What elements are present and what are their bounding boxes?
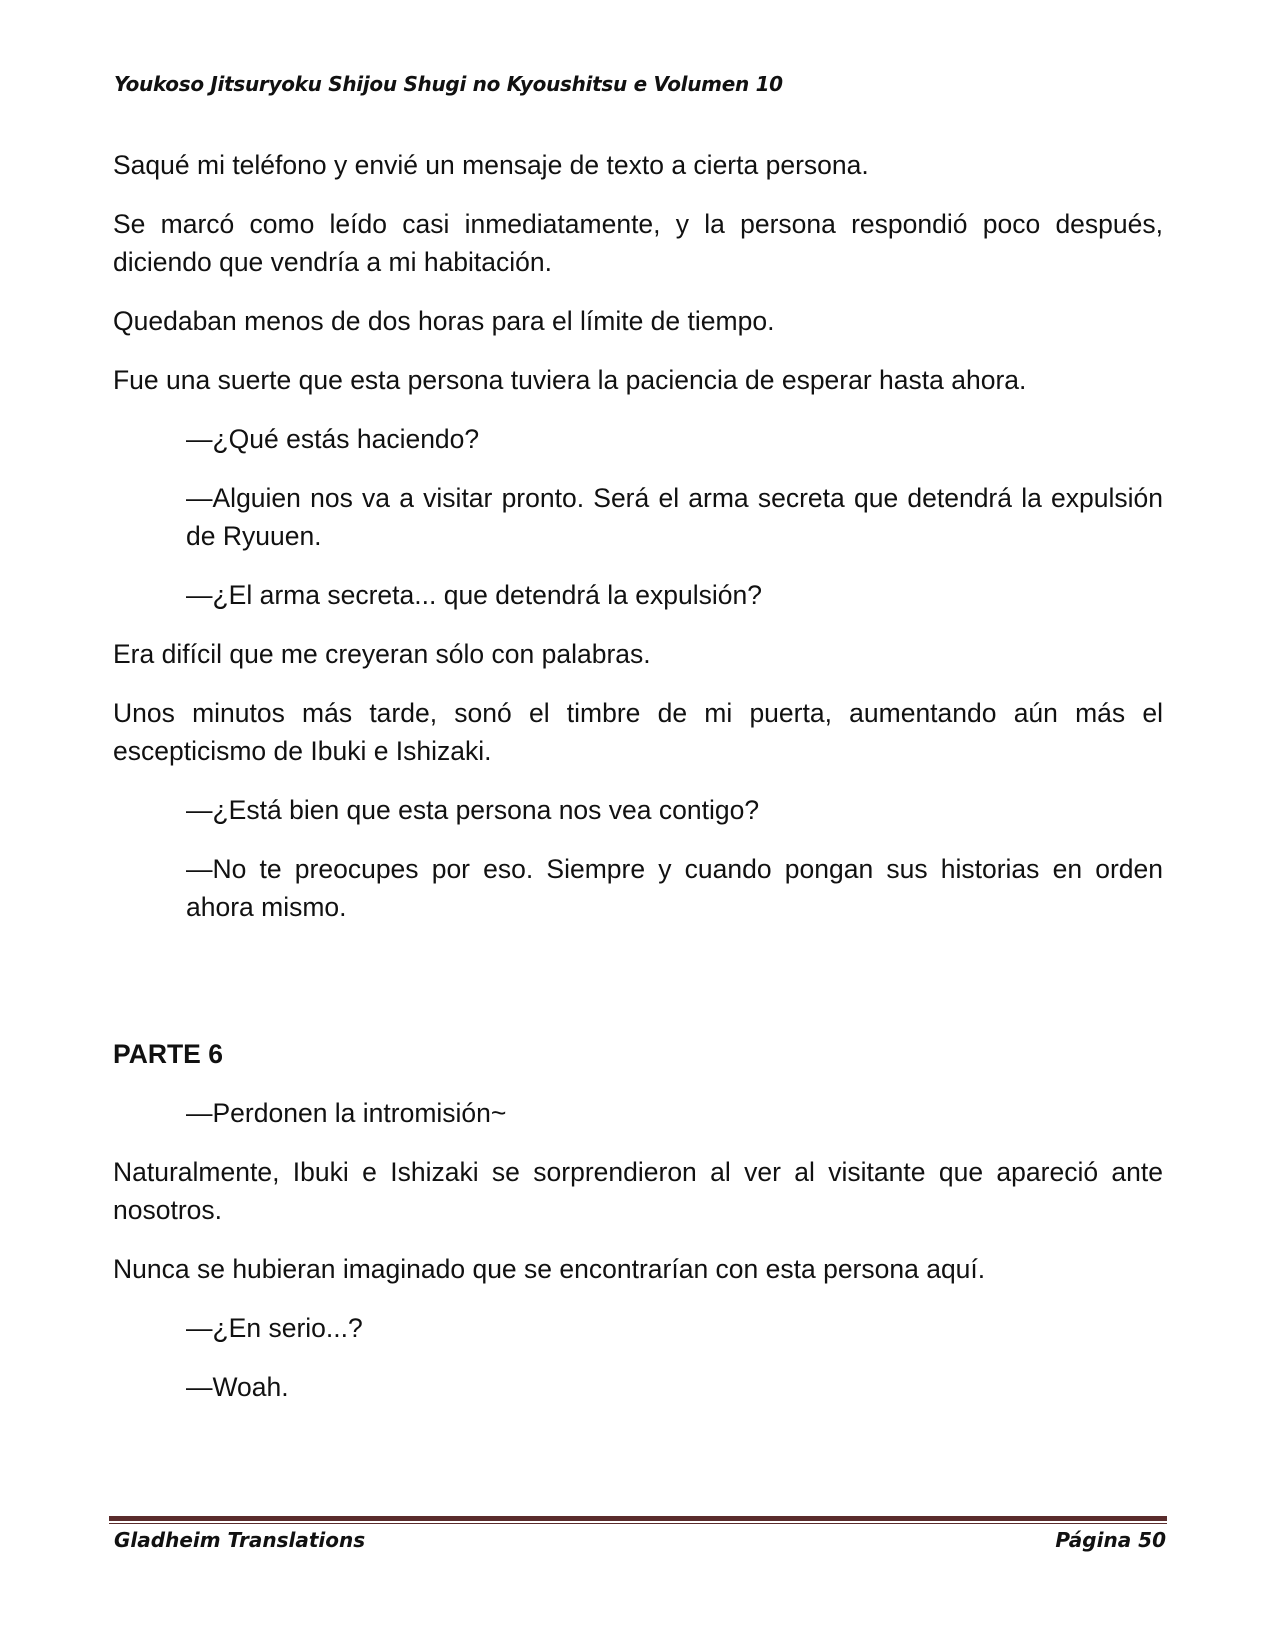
dialogue-line: —Alguien nos va a visitar pronto. Será el arma secreta que detendrá la expulsión de Ryuuen. (186, 483, 1163, 551)
page-number: Página 50 (1055, 1528, 1166, 1552)
dialogue-line: —¿Está bien que esta persona nos vea contigo? (186, 795, 760, 825)
dialogue-line: —Woah. (186, 1372, 289, 1402)
document-body (113, 146, 1163, 1427)
paragraph: Era difícil que me creyeran sólo con palabras. (113, 639, 651, 669)
dialogue-line: —¿En serio...? (186, 1313, 363, 1343)
section-spacer (113, 947, 1163, 1035)
paragraph: Quedaban menos de dos horas para el límite de tiempo. (113, 306, 775, 336)
dialogue-line: —¿Qué estás haciendo? (186, 424, 480, 454)
paragraph: Fue una suerte que esta persona tuviera la paciencia de esperar hasta ahora. (113, 365, 1027, 395)
dialogue-line: —Perdonen la intromisión~ (186, 1098, 507, 1128)
dialogue-line: —No te preocupes por eso. Siempre y cuando pongan sus historias en orden ahora mismo. (186, 854, 1163, 922)
footer-credit: Gladheim Translations (114, 1528, 366, 1552)
paragraph: Naturalmente, Ibuki e Ishizaki se sorprendieron al ver al visitante que apareció ante nosotros. (113, 1157, 1163, 1225)
paragraph: Unos minutos más tarde, sonó el timbre de mi puerta, aumentando aún más el escepticismo de Ibuki e Ishizaki. (113, 698, 1163, 766)
footer-divider-thin (109, 1523, 1167, 1524)
dialogue-line: —¿El arma secreta... que detendrá la expulsión? (186, 580, 762, 610)
document-header-title: Youkoso Jitsuryoku Shijou Shugi no Kyoushitsu e Volumen 10 (114, 72, 783, 96)
paragraph: Saqué mi teléfono y envié un mensaje de texto a cierta persona. (113, 150, 869, 180)
paragraph: Se marcó como leído casi inmediatamente, y la persona respondió poco después, diciendo que vendría a mi habitación. (113, 209, 1163, 277)
footer-divider-thick (109, 1516, 1167, 1521)
section-heading: PARTE 6 (113, 1039, 223, 1069)
paragraph: Nunca se hubieran imaginado que se encontrarían con esta persona aquí. (113, 1254, 986, 1284)
